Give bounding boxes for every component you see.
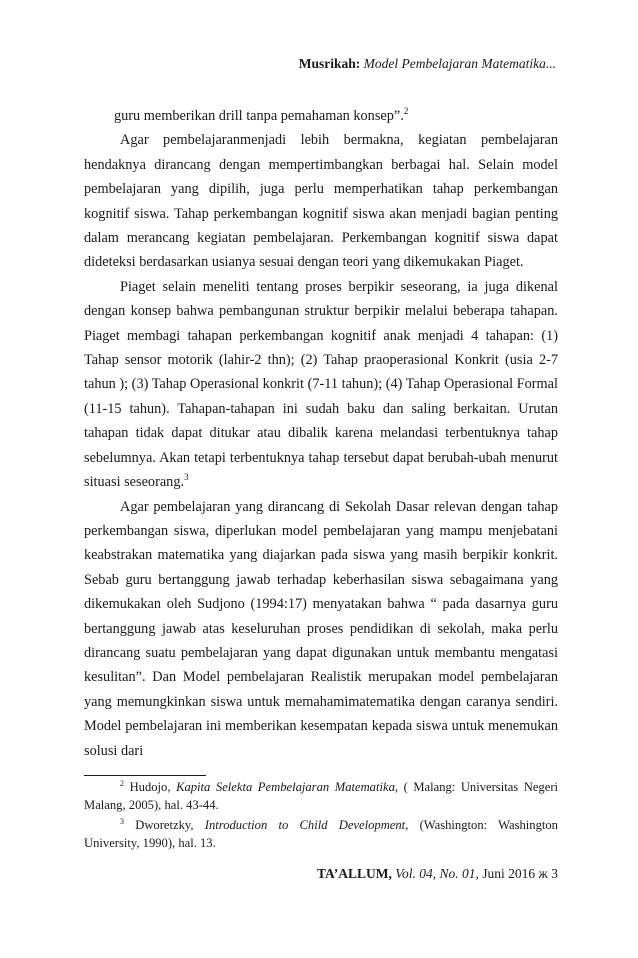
header-title: Model Pembelajaran Matematika... <box>363 56 556 71</box>
footnote-title: Kapita Selekta Pembelajaran Matematika <box>176 780 395 794</box>
footer-journal: TA’ALLUM, <box>317 866 392 881</box>
footnotes <box>84 779 558 855</box>
paragraph-continuation: guru memberikan drill tanpa pemahaman konsep”.$^2$ <box>114 106 409 124</box>
footnote-divider <box>84 775 206 776</box>
paragraph: Piaget selain meneliti tentang proses berpikir seseorang, ia juga dikenal dengan konsep bahwa pembangunan struktur berpikir melalui beberapa tahapan. Piaget membagi tahapan perkembangan kognitif anak menjadi 4 tahapan: (1) Tahap sensor motorik (lahir-2 thn); (2) Tahap praoperasional Konkrit (usia 2-7 tahun ); (3) Tahap Operasional konkrit (7-11 tahun); (4) Tahap Operasional Formal (11-15 tahun). Tahapan-tahapan ini sudah baku dan saling berkaitan. Urutan tahapan tidak dapat ditukar atau dibalik karena melandasi terbentuknya tahap sebelumnya. Akan tetapi terbentuknya tahap tersebut dapat berubah-ubah menurut situasi seseorang.$^3$ <box>84 278 558 491</box>
running-header <box>299 56 556 72</box>
footnote-ref[interactable]: 2 <box>403 106 409 117</box>
footnote: $^2$ Hudojo, Kapita Selekta Pembelajaran Matematika, ( Malang: Universitas Negeri Malang, 2005), hal. 43-44. <box>84 778 559 812</box>
paragraph: Agar pembelajaranmenjadi lebih bermakna, kegiatan pembelajaran hendaknya dirancang dengan mempertimbangkan berbagai hal. Selain model pembelajaran yang dipilih, juga perlu memperhatikan tahap perkembangan kognitif siswa. Tahap perkembangan kognitif siswa akan menjadi bagian penting dalam merancang kegiatan pembelajaran. Perkembangan kognitif siswa dapat dideteksi berdasarkan usianya sesuai dengan teori yang dikemukakan Piaget. <box>84 132 558 271</box>
body-text <box>84 104 558 763</box>
footnote-ref[interactable]: 3 <box>184 472 189 483</box>
footer-volume: Vol. 04, No. 01, <box>395 866 479 881</box>
footnote-title: Introduction to Child Development <box>204 818 406 832</box>
header-author: Musrikah: <box>298 56 361 71</box>
running-footer <box>317 866 558 882</box>
footnote: $^3$ Dworetzky, Introduction to Child Development, (Washington: Washington University, 1990), hal. 13. <box>84 816 558 850</box>
paragraph: Agar pembelajaran yang dirancang di Sekolah Dasar relevan dengan tahap perkembangan siswa, diperlukan model pembelajaran yang mampu menjebatani keabstrakan matematika yang diajarkan pada siswa yang masih berpikir konkrit. Sebab guru bertanggung jawab terhadap keberhasilan siswa sebagaimana yang dikemukakan oleh Sudjono (1994:17) menyatakan bahwa “ pada dasarnya guru bertanggung jawab atas keseluruhan proses pendidikan di sekolah, maka perlu dirancang suatu pembelajaran yang dapat digunakan untuk membantu mengatasi kesulitan”. Dan Model pembelajaran Realistik merupakan model pembelajaran yang memungkinkan siswa untuk memahamimatematika dengan caranya sendiri. Model pembelajaran ini memberikan kesempatan kepada siswa untuk menemukan solusi dari <box>84 498 558 759</box>
footer-date-page: Juni 2016 ж 3 <box>482 866 558 881</box>
